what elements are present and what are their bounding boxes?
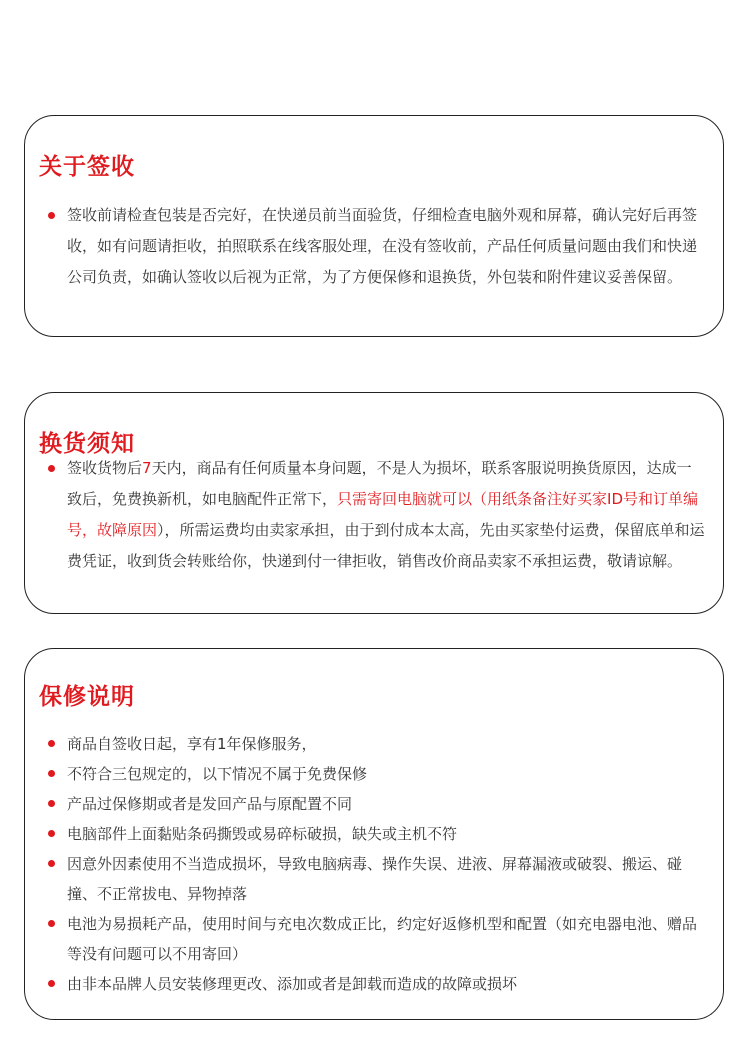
list-item — [45, 819, 705, 849]
about-signing-card — [24, 115, 724, 337]
bullet-dot-icon — [48, 770, 55, 777]
list-item — [45, 729, 705, 759]
list-item — [45, 909, 705, 969]
list-item — [45, 453, 705, 577]
list-item — [45, 789, 705, 819]
exchange-notice-card — [24, 392, 724, 614]
list-item-text: 产品过保修期或者是发回产品与原配置不同 — [67, 795, 353, 813]
list-item-text — [45, 453, 705, 577]
list-item-text: 电池为易损耗产品，使用时间与充电次数成正比，约定好返修机型和配置（如充电器电池、赠品等没有问题可以不用寄回） — [67, 915, 698, 963]
text-segment: 签收货物后 — [67, 459, 143, 477]
bullet-dot-icon — [48, 212, 55, 219]
list-item — [45, 759, 705, 789]
bullet-dot-icon — [48, 830, 55, 837]
list-item — [45, 969, 705, 999]
text-segment: 天内，商品有任何质量本身问题，不是人为损坏，联系客服说明换货原因，达成一致后，免费换新机，如电脑配件正常下， — [67, 459, 692, 508]
warranty-list — [25, 729, 723, 999]
bullet-dot-icon — [48, 740, 55, 747]
section-title: 换货须知 — [39, 431, 135, 457]
list-item-text: 因意外因素使用不当造成损坏，导致电脑病毒、操作失误、进液、屏幕漏液或破裂、搬运、碰撞、不正常拔电、异物掉落 — [67, 855, 683, 903]
list-item-text: 签收前请检查包装是否完好，在快递员前当面验货，仔细检查电脑外观和屏幕，确认完好后再签收，如有问题请拒收，拍照联系在线客服处理，在没有签收前，产品任何质量问题由我们和快递公司负责，如确认签收以后视为正常，为了方便保修和退换货，外包装和附件建议妥善保留。 — [67, 206, 698, 286]
text-segment: ），所需运费均由卖家承担，由于到付成本太高，先由买家垫付运费，保留底单和运费凭证，收到货会转账给你，快递到付一律拒收，销售改价商品卖家不承担运费，敬请谅解。 — [67, 521, 705, 570]
section-title: 关于签收 — [39, 154, 135, 180]
highlight-text-segment: 只需寄回电脑就可以（用纸条备注好买家ID号和订单编号，故障原因 — [67, 490, 698, 539]
section-title: 保修说明 — [39, 684, 135, 710]
bullet-dot-icon — [48, 465, 55, 472]
bullet-dot-icon — [48, 920, 55, 927]
warranty-info-card — [24, 648, 724, 1020]
bullet-dot-icon — [48, 800, 55, 807]
list-item-text: 电脑部件上面黏贴条码撕毁或易碎标破损，缺失或主机不符 — [67, 825, 458, 843]
bullet-dot-icon — [48, 860, 55, 867]
list-item-text: 商品自签收日起，享有1年保修服务， — [67, 735, 317, 753]
list-item-text: 不符合三包规定的，以下情况不属于免费保修 — [67, 765, 368, 783]
list-item — [45, 200, 705, 293]
bullet-dot-icon — [48, 980, 55, 987]
list-item-text: 由非本品牌人员安装修理更改、添加或者是卸载而造成的故障或损坏 — [67, 975, 518, 993]
list-item — [45, 849, 705, 909]
highlight-text-segment: 7 — [142, 459, 152, 477]
